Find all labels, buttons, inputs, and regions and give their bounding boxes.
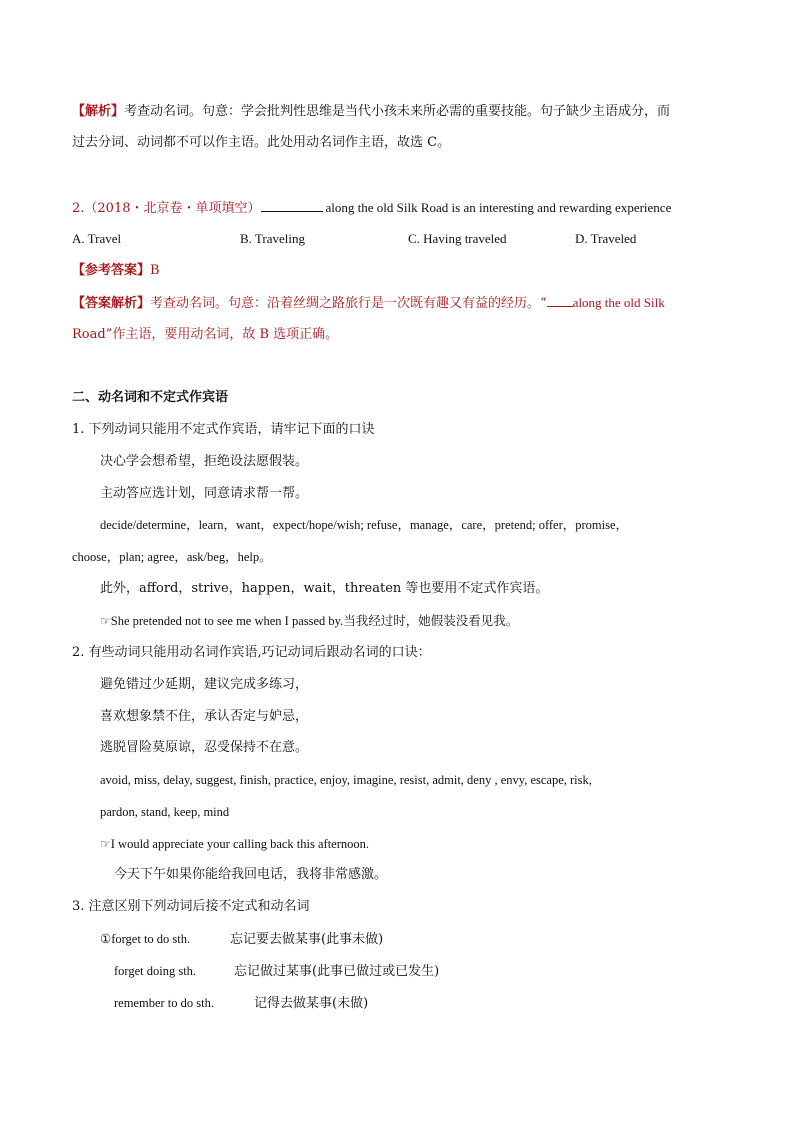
item1-rhyme-2: 主动答应选计划，同意请求帮一帮。: [100, 486, 309, 501]
item2-rhyme-3: 逃脱冒险莫原谅，忍受保持不在意。: [100, 740, 309, 755]
explain-blank: [547, 294, 573, 307]
item3-row-en: forget doing sth.: [114, 964, 197, 978]
item2-translation: 今天下午如果你能给我回电话，我将非常感激。: [114, 867, 388, 882]
answer-explain-line-1: [72, 294, 665, 313]
item3-row-en: ①forget to do sth.: [100, 932, 191, 946]
item3-row-en: remember to do sth.: [114, 996, 214, 1010]
item2-rhyme-1: 避免错过少延期，建议完成多练习，: [100, 677, 309, 692]
answer-blank: [261, 199, 323, 212]
explain-text-1b: along the old Silk: [572, 295, 665, 310]
answer-value: B: [150, 263, 160, 278]
item1-rhyme-1: 决心学会想希望，拒绝设法愿假装。: [100, 454, 309, 469]
item3-row-zh: 忘记要去做某事(此事未做): [230, 932, 384, 947]
item3-title: 3. 注意区别下列动词后接不定式和动名词: [72, 899, 310, 914]
item3-row: [114, 962, 439, 981]
answer-tag: 【参考答案】: [72, 263, 151, 278]
options-row: [72, 230, 732, 248]
item2-verbs-1: avoid, miss, delay, suggest, finish, practice, enjoy, imagine, resist, admit, deny , envy, escape, risk,: [100, 773, 592, 787]
section-heading: 二、动名词和不定式作宾语: [72, 390, 229, 405]
option-b: B. Traveling: [240, 231, 306, 246]
question-text: along the old Silk Road is an interesting and rewarding experience: [325, 200, 672, 215]
analysis-tag: 【解析】: [72, 104, 125, 119]
item1-verbs-1: decide/determine，learn，want，expect/hope/wish; refuse，manage，care，pretend; offer，promise，: [100, 518, 629, 532]
analysis-text-1: 考查动名词。句意：学会批判性思维是当代小孩未来所必需的重要技能。句子缺少主语成分，而: [124, 104, 671, 119]
pointing-hand-icon: ☞: [100, 837, 111, 851]
item1-verbs-2: choose，plan; agree，ask/beg，help。: [72, 550, 272, 564]
question-prefix: 2.（2018・北京卷・单项填空）: [72, 201, 261, 216]
item3-row-zh: 记得去做某事(未做): [254, 996, 369, 1011]
option-c: C. Having traveled: [408, 231, 507, 246]
item1-example-text: She pretended not to see me when I passed by.当我经过时，她假装没看见我。: [110, 614, 519, 628]
analysis-line-1: [72, 103, 670, 121]
item1-example: [100, 612, 518, 631]
explain-tag: 【答案解析】: [72, 296, 151, 311]
item3-row-zh: 忘记做过某事(此事已做过或已发生): [234, 964, 440, 979]
item1-title: 1. 下列动词只能用不定式作宾语，请牢记下面的口诀: [72, 422, 375, 437]
item2-example-text: I would appreciate your calling back this afternoon.: [110, 837, 370, 851]
pointing-hand-icon: ☞: [100, 614, 111, 628]
question-stem: [72, 199, 671, 218]
item2-verbs-2: pardon, stand, keep, mind: [100, 805, 230, 819]
item2-example: [100, 835, 369, 854]
answer-explain-line-2: Road”作主语，要用动名词，故 B 选项正确。: [72, 327, 339, 342]
option-d: D. Traveled: [575, 231, 637, 246]
item3-row: [100, 930, 383, 949]
item2-rhyme-2: 喜欢想象禁不住，承认否定与妒忌，: [100, 709, 309, 724]
analysis-line-2: 过去分词、动词都不可以作主语。此处用动名词作主语，故选 C。: [72, 135, 451, 150]
item3-row: [114, 994, 368, 1013]
reference-answer: [72, 262, 160, 280]
item1-also: 此外，afford，strive，happen，wait，threaten 等也要用不定式作宾语。: [100, 581, 549, 596]
option-a: A. Travel: [72, 231, 122, 246]
item2-title: 2. 有些动词只能用动名词作宾语,巧记动词后跟动名词的口诀：: [72, 645, 431, 660]
explain-text-1a: 考查动名词。句意：沿着丝绸之路旅行是一次既有趣又有益的经历。“: [150, 296, 547, 311]
